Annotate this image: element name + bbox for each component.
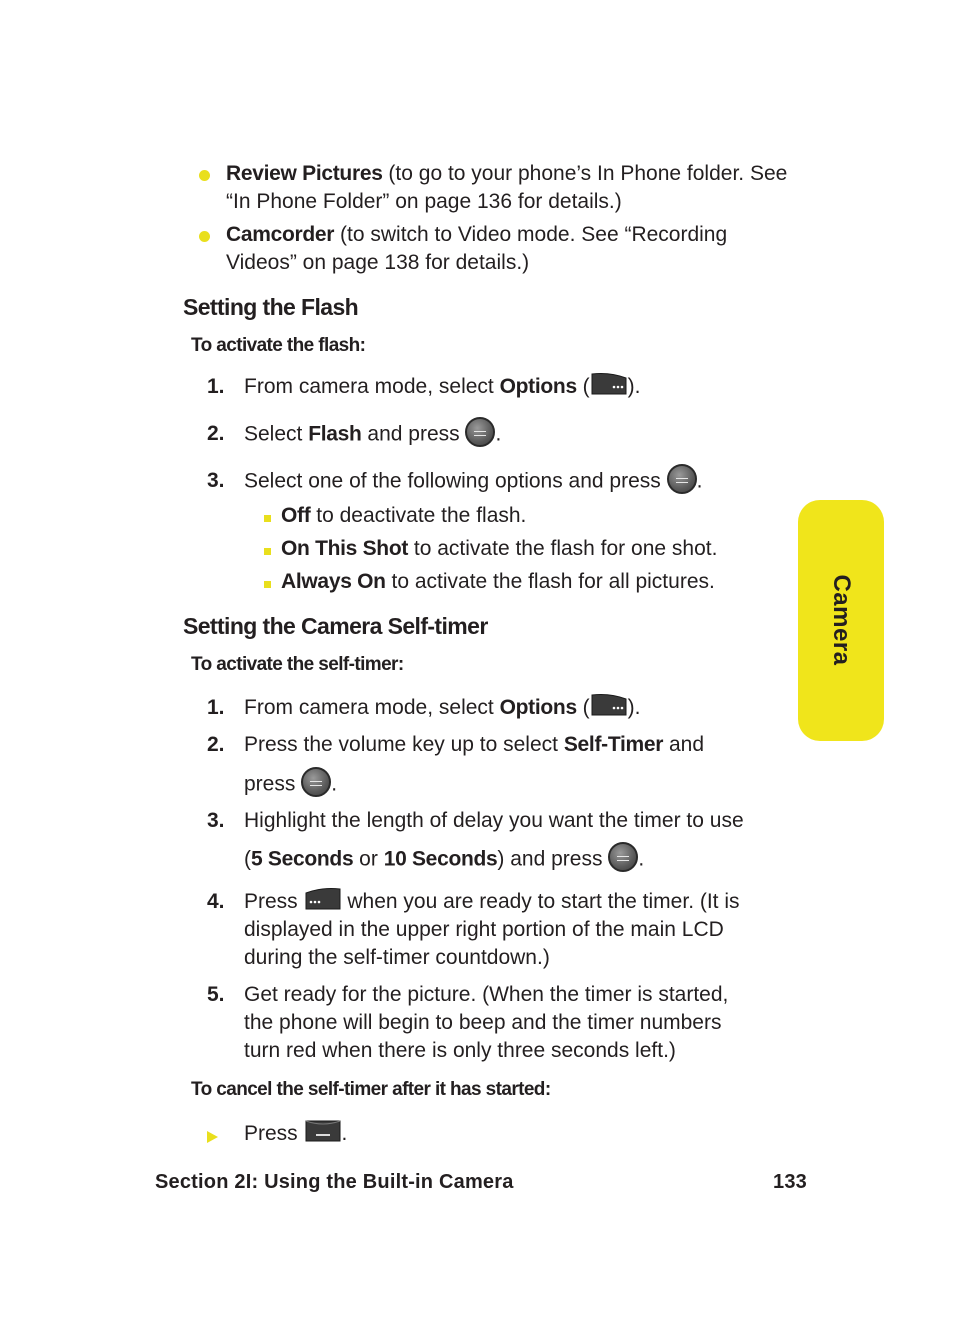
menu-ok-icon (301, 767, 331, 797)
menu-ok-icon (465, 417, 495, 447)
step-number: 5. (207, 983, 225, 1006)
timer-step-5: Get ready for the picture. (When the timer is started, the phone will begin to beep and the timer numbers turn red when there is only three seconds left.) (244, 983, 729, 1062)
bullet-review-pictures (226, 160, 787, 216)
section-tab-label: Camera (828, 574, 855, 666)
flash-option-off: Off to deactivate the flash. (281, 504, 527, 527)
timer-step-3-line2: (5 Seconds or 10 Seconds) and press . (244, 845, 644, 875)
step-number: 3. (207, 469, 225, 492)
timer-heading: Setting the Camera Self-timer (183, 613, 488, 639)
back-key-icon (304, 1119, 342, 1143)
step-number: 1. (207, 375, 225, 398)
timer-step-2-line2: press . (244, 770, 337, 800)
bullet-text: Videos” on page 138 for details.) (226, 251, 530, 274)
flash-step-3: Select one of the following options and press . (244, 467, 702, 497)
bullet-text: (to go to your phone’s In Phone folder. See (382, 162, 788, 185)
square-bullet-icon (264, 515, 271, 522)
bullet-camcorder (226, 221, 727, 277)
footer-page-number: 133 (773, 1171, 807, 1193)
bullet-bold: Review Pictures (226, 162, 383, 185)
arrow-bullet-icon (207, 1131, 218, 1143)
flash-option-always-on: Always On to activate the flash for all pictures. (281, 570, 715, 593)
cancel-subheading: To cancel the self-timer after it has started: (191, 1079, 551, 1100)
flash-option-on-this-shot: On This Shot to activate the flash for one shot. (281, 537, 718, 560)
section-tab (798, 500, 884, 741)
bullet-text: “In Phone Folder” on page 136 for details.) (226, 190, 622, 213)
square-bullet-icon (264, 548, 271, 555)
bullet-text: (to switch to Video mode. See “Recording (334, 223, 728, 246)
square-bullet-icon (264, 581, 271, 588)
bullet-bold: Camcorder (226, 223, 335, 246)
timer-step-3: Highlight the length of delay you want the timer to use (244, 809, 744, 832)
menu-ok-icon (667, 464, 697, 494)
footer-section-title: Section 2I: Using the Built-in Camera (155, 1171, 514, 1193)
menu-ok-icon (608, 842, 638, 872)
timer-subheading: To activate the self-timer: (191, 654, 404, 675)
flash-subheading: To activate the flash: (191, 335, 366, 356)
timer-step-1: From camera mode, select Options ( ). (244, 694, 640, 722)
step-number: 2. (207, 422, 225, 445)
flash-step-2: Select Flash and press . (244, 420, 501, 450)
step-number: 2. (207, 733, 225, 756)
cancel-step: Press . (244, 1120, 347, 1148)
step-number: 1. (207, 696, 225, 719)
timer-step-4: Press when you are ready to start the timer. (It is displayed in the upper right portion of the main LCD during the self-timer countdown.) (244, 888, 740, 972)
flash-step-1: From camera mode, select Options ( ). (244, 373, 640, 401)
left-softkey-icon (304, 887, 342, 911)
bullet-dot-icon (199, 170, 210, 181)
options-softkey-icon (590, 372, 628, 396)
bullet-dot-icon (199, 231, 210, 242)
options-softkey-icon (590, 693, 628, 717)
timer-step-2: Press the volume key up to select Self-Timer and (244, 733, 705, 756)
step-number: 3. (207, 809, 225, 832)
step-number: 4. (207, 890, 225, 913)
flash-heading: Setting the Flash (183, 294, 359, 320)
